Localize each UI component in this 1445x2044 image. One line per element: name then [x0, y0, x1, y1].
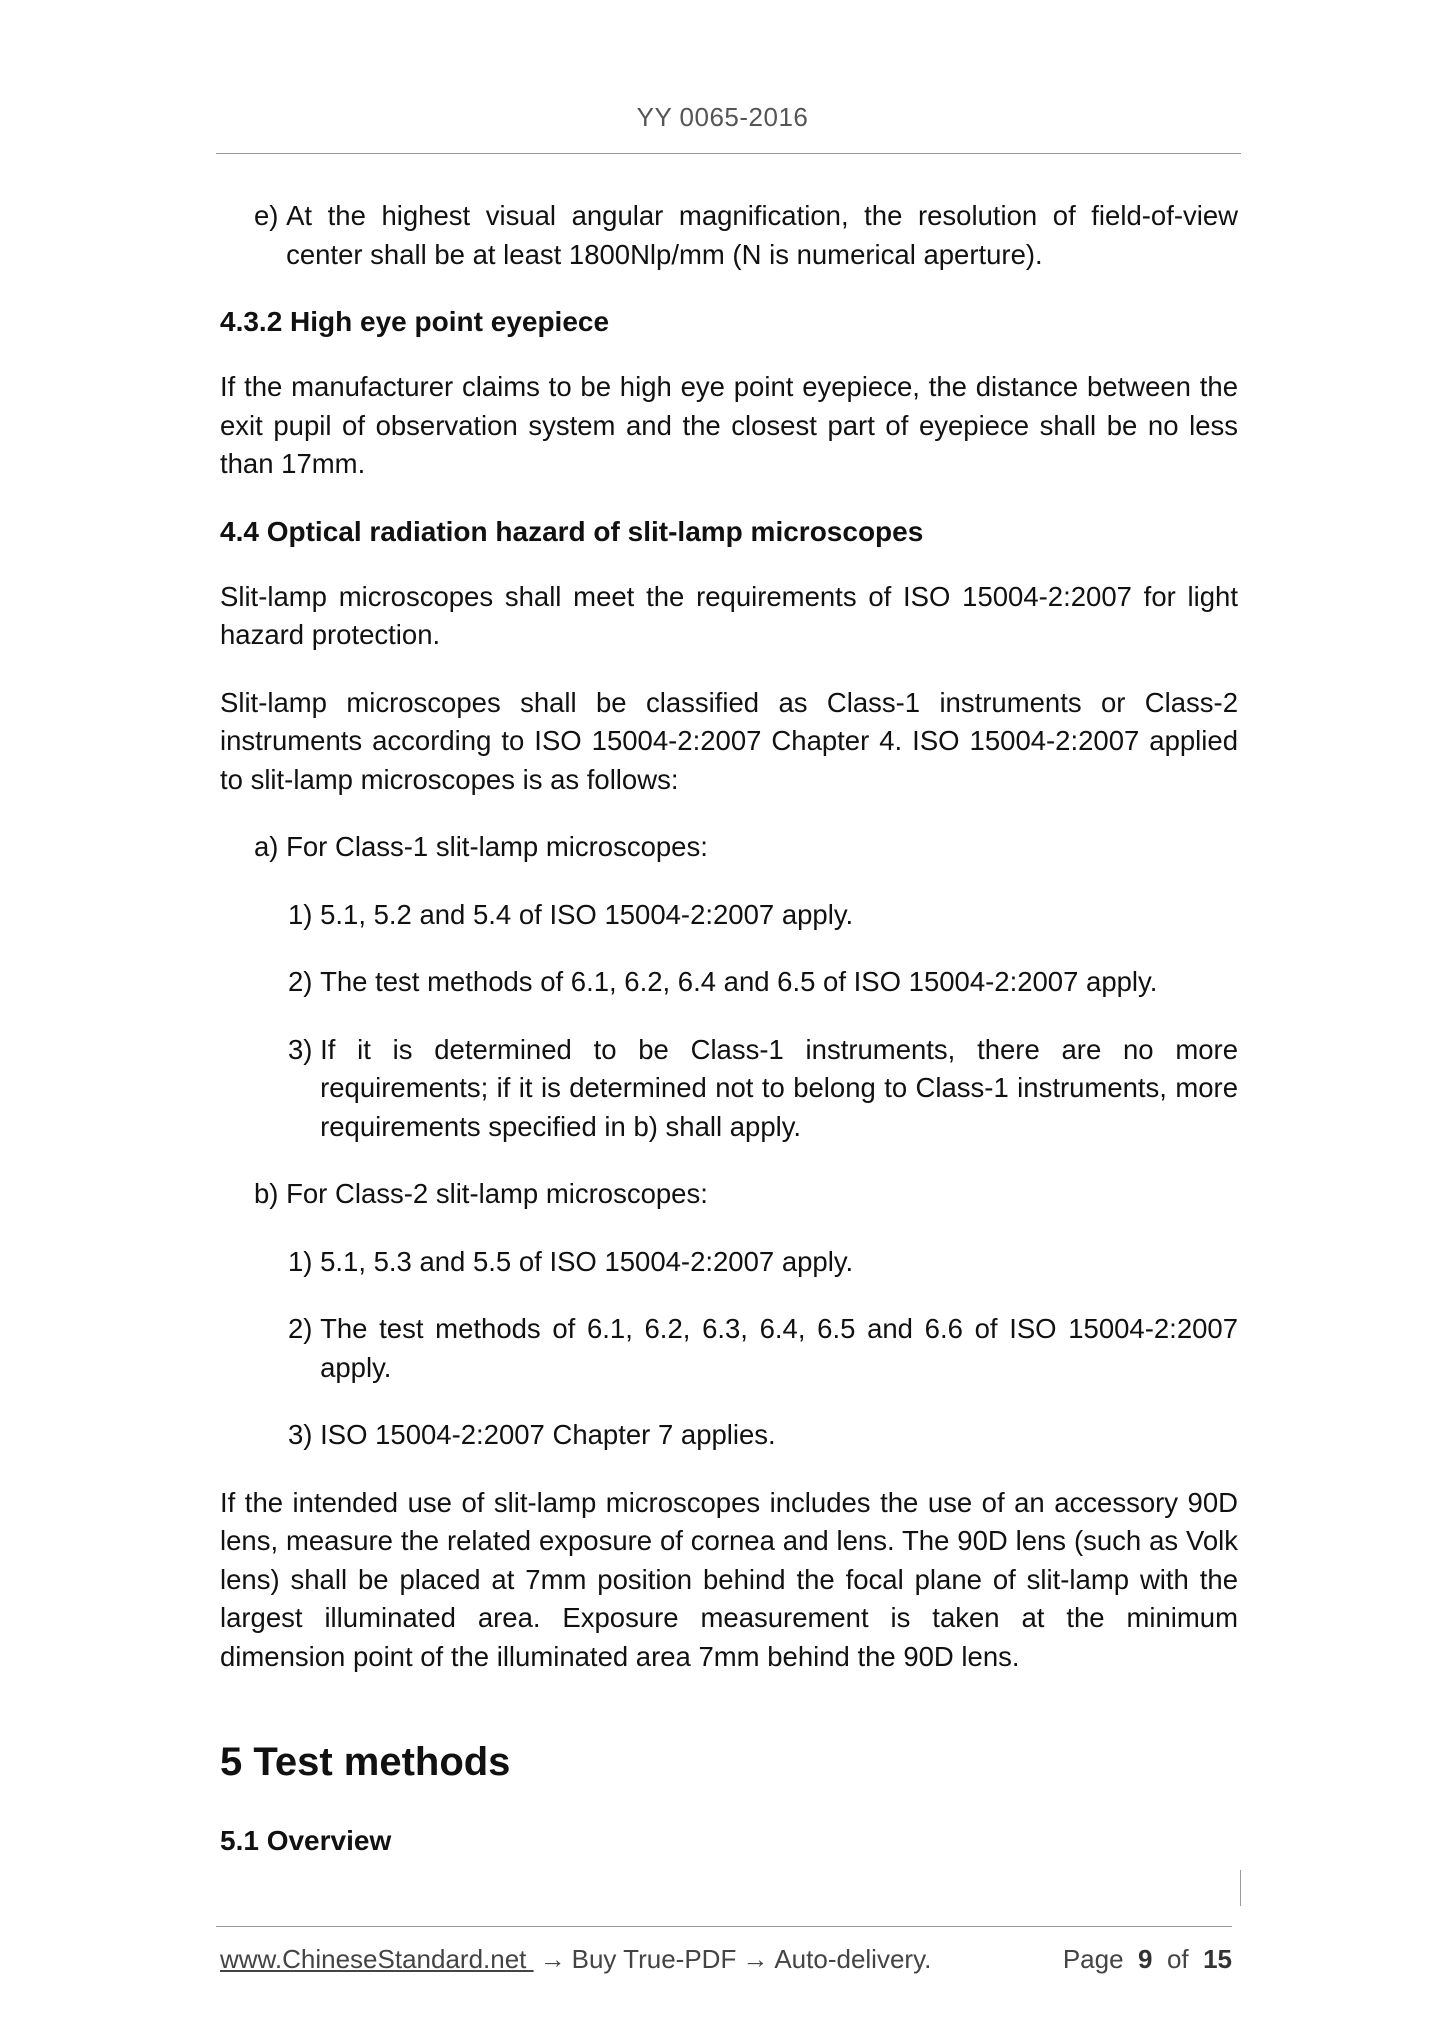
list-item-b1	[220, 1243, 1238, 1282]
list-text: If it is determined to be Class-1 instruments, there are no more requirements; if it is determined not to belong to Class-1 instruments, more requirements specified in b) shall apply.	[320, 1033, 1238, 1142]
list-label: 2)	[288, 1313, 321, 1344]
paragraph-4-3-2: If the manufacturer claims to be high eye point eyepiece, the distance between the exit pupil of observation system and the closest part of eyepiece shall be no less than 17mm.	[220, 371, 1238, 479]
header-divider	[216, 153, 1241, 154]
page-indicator	[1063, 1944, 1232, 1975]
page-content	[220, 197, 1238, 1887]
section-heading-5-1: 5.1 Overview	[220, 1825, 392, 1856]
page-number: 9	[1138, 1944, 1153, 1974]
list-item-a1	[220, 896, 1238, 935]
paragraph-light-hazard: Slit-lamp microscopes shall meet the requirements of ISO 15004-2:2007 for light hazard protection.	[220, 580, 1238, 650]
list-label: a)	[254, 831, 287, 862]
list-text: 5.1, 5.2 and 5.4 of ISO 15004-2:2007 apply.	[320, 898, 854, 930]
list-item-e	[220, 197, 1238, 274]
list-label: 1)	[288, 1245, 321, 1277]
margin-mark	[1240, 1870, 1241, 1906]
website-link[interactable]: www.ChineseStandard.net	[220, 1944, 534, 1974]
page-total: 15	[1203, 1944, 1232, 1974]
list-text: 5.1, 5.3 and 5.5 of ISO 15004-2:2007 apply.	[320, 1245, 854, 1277]
list-label: 3)	[288, 1419, 321, 1450]
page-footer	[220, 1944, 1232, 1975]
list-label: e)	[254, 200, 287, 231]
arrow-right-icon: →	[742, 1944, 769, 1974]
list-item-a3	[220, 1031, 1238, 1147]
paragraph-classification: Slit-lamp microscopes shall be classified as Class-1 instruments or Class-2 instruments according to ISO 15004-2:2007 Chapter 4. ISO 15004-2:2007 applied to slit-lamp microscopes is as follows:	[220, 686, 1238, 795]
page-word: Page	[1062, 1944, 1124, 1974]
arrow-right-icon: →	[539, 1944, 566, 1974]
list-text: The test methods of 6.1, 6.2, 6.4 and 6.5 of ISO 15004-2:2007 apply.	[320, 966, 1158, 997]
paragraph-90d-lens: If the intended use of slit-lamp microscopes includes the use of an accessory 90D lens, measure the related exposure of cornea and lens. The 90D lens (such as Volk lens) shall be placed at 7mm position behind the focal plane of slit-lamp with the largest illuminated area. Exposure measurement is taken at the minimum dimension point of the illuminated area 7mm behind the 90D lens.	[220, 1486, 1238, 1672]
list-text: For Class-1 slit-lamp microscopes:	[286, 831, 708, 862]
list-text: The test methods of 6.1, 6.2, 6.3, 6.4, 6.5 and 6.6 of ISO 15004-2:2007 apply.	[320, 1313, 1238, 1383]
footer-divider	[216, 1926, 1232, 1927]
list-label: 1)	[288, 898, 321, 930]
list-label: 2)	[288, 966, 321, 997]
auto-delivery-text: Auto-delivery.	[774, 1944, 932, 1974]
list-text: ISO 15004-2:2007 Chapter 7 applies.	[320, 1419, 776, 1450]
list-item-b3	[220, 1416, 1238, 1455]
footer-left	[220, 1944, 931, 1975]
list-item-b2	[220, 1310, 1238, 1387]
section-heading-4-3-2: 4.3.2 High eye point eyepiece	[220, 306, 610, 337]
list-text: At the highest visual angular magnification, the resolution of field-of-view center shall be at least 1800Nlp/mm (N is numerical aperture).	[286, 200, 1238, 270]
page-header: YY 0065-2016	[636, 102, 809, 132]
chapter-heading-5: 5 Test methods	[220, 1740, 511, 1784]
list-label: b)	[254, 1178, 287, 1209]
buy-pdf-text: Buy True-PDF	[571, 1944, 737, 1974]
list-text: For Class-2 slit-lamp microscopes:	[286, 1178, 708, 1209]
list-item-b	[220, 1175, 1238, 1214]
list-item-a	[220, 828, 1238, 867]
of-word: of	[1166, 1944, 1189, 1974]
list-label: 3)	[288, 1033, 321, 1065]
section-heading-4-4: 4.4 Optical radiation hazard of slit-lamp microscopes	[220, 515, 924, 547]
list-item-a2	[220, 963, 1238, 1002]
